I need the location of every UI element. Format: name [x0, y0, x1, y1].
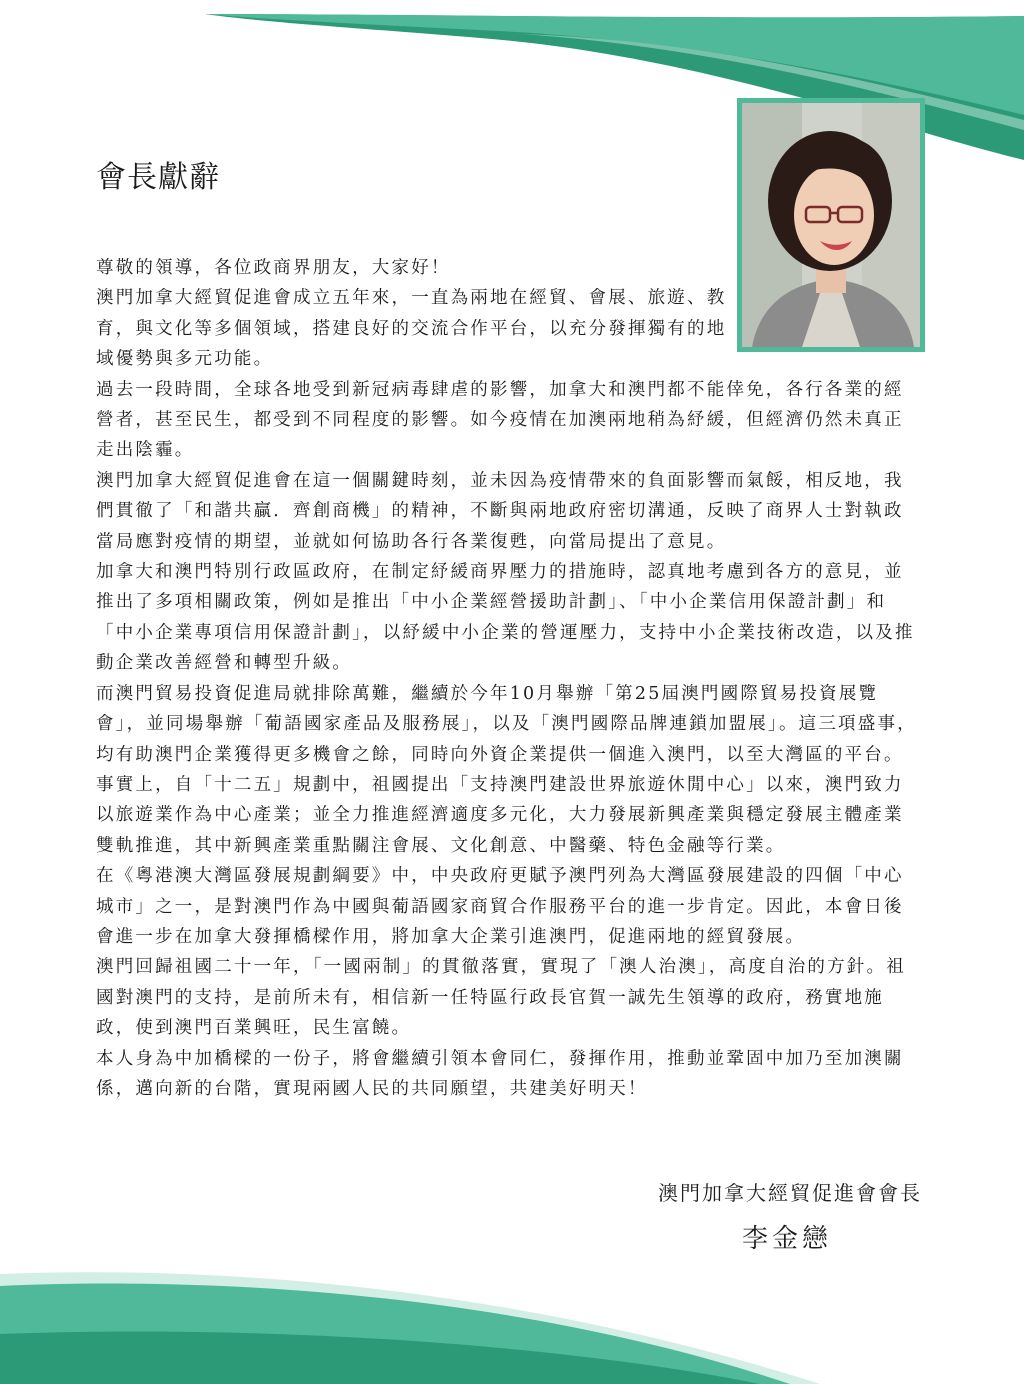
- address-body: [96, 253, 922, 1104]
- paragraph-tourism-policy: 事實上，自「十二五」規劃中，祖國提出「支持澳門建設世界旅遊休閒中心」以來，澳門致力以旅遊業作為中心產業；並全力推進經濟適度多元化，大力發展新興產業與穩定發展主體產業雙軌推進，其中新興產業重點關注會展、文化創意、中醫藥、特色金融等行業。: [96, 774, 904, 856]
- paragraph-handover-anniversary: 澳門回歸祖國二十一年，「一國兩制」的貫徹落實，實現了「澳人治澳」，高度自治的方針。祖國對澳門的支持，是前所未有，相信新一任特區行政長官賀一誠先生領導的政府，務實地施政，使到澳門百業興旺，民生富饒。: [96, 957, 906, 1039]
- bottom-wave-decoration: [0, 1264, 1024, 1384]
- signature-title: 澳門加拿大經貿促進會會長: [658, 1181, 922, 1205]
- paragraph-closing: 本人身為中加橋樑的一份子，將會繼續引領本會同仁，發揮作用，推動並鞏固中加乃至加澳關係，邁向新的台階，實現兩國人民的共同願望，共建美好明天！: [96, 1048, 904, 1099]
- paragraph-introduction: 澳門加拿大經貿促進會成立五年來，一直為兩地在經貿、會展、旅遊、教育，與文化等多個領域，搭建良好的交流合作平台，以充分發揮獨有的地域優勢與多元功能。: [96, 288, 727, 370]
- paragraph-trade-fair: 而澳門貿易投資促進局就排除萬難，繼續於今年10月舉辦「第25屆澳門國際貿易投資展覽會」，並同場舉辦「葡語國家產品及服務展」，以及「澳門國際品牌連鎖加盟展」。這三項盛事，均有助澳門企業獲得更多機會之餘，同時向外資企業提供一個進入澳門，以至大灣區的平台。: [96, 683, 917, 765]
- signature-block: [658, 1177, 922, 1255]
- paragraph-pandemic-impact: 過去一段時間，全球各地受到新冠病毒肆虐的影響，加拿大和澳門都不能倖免，各行各業的經營者，甚至民生，都受到不同程度的影響。如今疫情在加澳兩地稍為紓緩，但經濟仍然未真正走出陰霾。: [96, 379, 904, 461]
- signature-name: 李金戀: [741, 1224, 832, 1254]
- page-title: 會長獻辭: [96, 160, 220, 195]
- paragraph-association-response: 澳門加拿大經貿促進會在這一個關鍵時刻，並未因為疫情帶來的負面影響而氣餒，相反地，我們貫徹了「和諧共贏．齊創商機」的精神，不斷與兩地政府密切溝通，反映了商界人士對執政當局應對疫情的期望，並就如何協助各行各業復甦，向當局提出了意見。: [96, 470, 904, 552]
- paragraph-greeting: 尊敬的領導，各位政商界朋友，大家好！: [96, 258, 451, 278]
- paragraph-greater-bay-area: 在《粵港澳大灣區發展規劃綱要》中，中央政府更賦予澳門列為大灣區發展建設的四個「中心城市」之一，是對澳門作為中國與葡語國家商貿合作服務平台的進一步肯定。因此，本會日後會進一步在加拿大發揮橋樑作用，將加拿大企業引進澳門，促進兩地的經貿發展。: [96, 866, 904, 947]
- paragraph-government-measures: 加拿大和澳門特別行政區政府，在制定紓緩商界壓力的措施時，認真地考慮到各方的意見，並推出了多項相關政策，例如是推出「中小企業經營援助計劃」、「中小企業信用保證計劃」和「中小企業專項信用保證計劃」，以紓緩中小企業的營運壓力，支持中小企業技術改造，以及推動企業改善經營和轉型升級。: [96, 562, 915, 674]
